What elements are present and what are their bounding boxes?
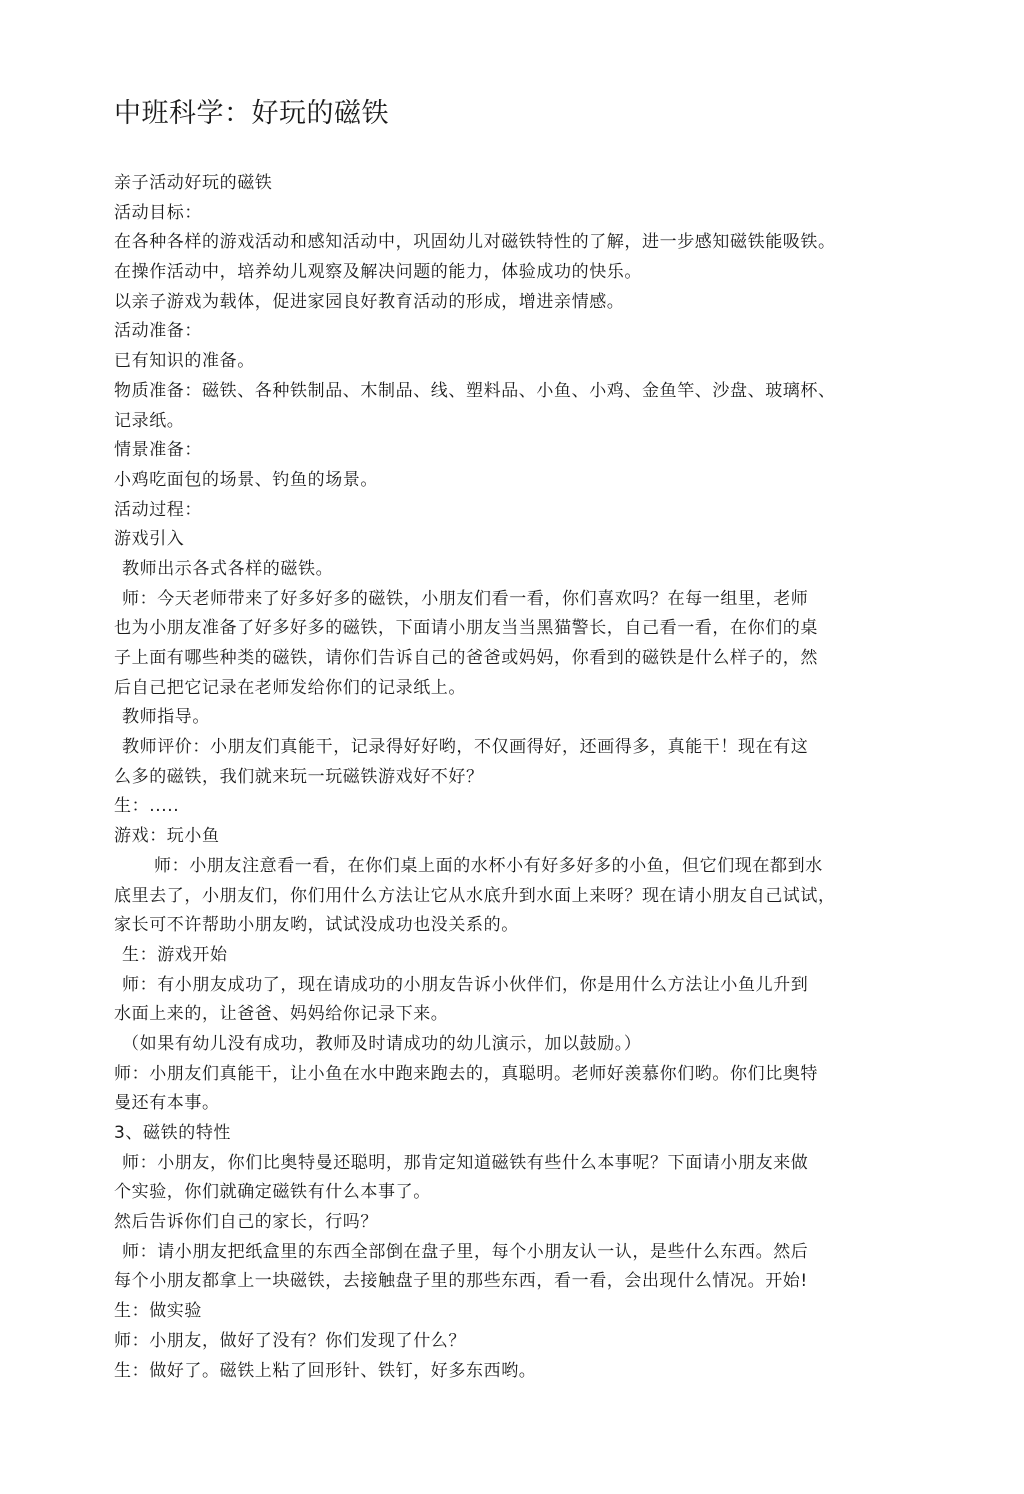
text-line: （如果有幼儿没有成功，教师及时请成功的幼儿演示，加以鼓励。） (122, 1033, 642, 1054)
text-line: 教师出示各式各样的磁铁。 (122, 558, 334, 579)
text-line: 后自己把它记录在老师发给你们的记录纸上。 (114, 677, 466, 698)
text-line: 在操作活动中，培养幼儿观察及解决问题的能力，体验成功的快乐。 (114, 262, 642, 283)
text-line: 底里去了，小朋友们，你们用什么方法让它从水底升到水面上来呀？现在请小朋友自己试试， (114, 885, 836, 906)
text-line: 活动目标： (114, 202, 202, 223)
text-line: 师：小朋友注意看一看，在你们桌上面的水杯小有好多好多的小鱼，但它们现在都到水 (154, 855, 823, 876)
text-line: 小鸡吃面包的场景、钓鱼的场景。 (114, 469, 378, 490)
text-line: 师：今天老师带来了好多好多的磁铁，小朋友们看一看，你们喜欢吗？在每一组里，老师 (122, 588, 809, 609)
text-line: 生：游戏开始 (122, 944, 228, 965)
text-line: 然后告诉你们自己的家长，行吗？ (114, 1212, 378, 1233)
text-line: 家长可不许帮助小朋友哟，试试没成功也没关系的。 (114, 915, 519, 936)
text-line: 教师评价：小朋友们真能干，记录得好好哟，不仅画得好，还画得多，真能干！现在有这 (122, 737, 809, 758)
text-line: 情景准备： (114, 440, 202, 461)
text-line: 子上面有哪些种类的磁铁，请你们告诉自己的爸爸或妈妈，你看到的磁铁是什么样子的，然 (114, 648, 818, 668)
text-line: 以亲子游戏为载体，促进家园良好教育活动的形成，增进亲情感。 (114, 291, 625, 312)
text-line: 生：做实验 (114, 1301, 202, 1322)
text-line: 每个小朋友都拿上一块磁铁，去接触盘子里的那些东西，看一看，会出现什么情况。开始! (114, 1271, 808, 1292)
text-line: 游戏引入 (114, 529, 185, 550)
text-line: 记录纸。 (114, 410, 185, 431)
document-title: 中班科学：好玩的磁铁 (114, 98, 389, 129)
text-line: 生：..... (114, 796, 180, 817)
text-line: 曼还有本事。 (114, 1093, 220, 1114)
document-body (114, 169, 914, 1386)
text-line: 亲子活动好玩的磁铁 (114, 173, 273, 193)
text-line: 也为小朋友准备了好多好多的磁铁，下面请小朋友当当黑猫警长，自己看一看，在你们的桌 (114, 618, 818, 639)
text-line: 在各种各样的游戏活动和感知活动中，巩固幼儿对磁铁特性的了解，进一步感知磁铁能吸铁。 (114, 232, 836, 253)
text-line: 水面上来的，让爸爸、妈妈给你记录下来。 (114, 1004, 449, 1025)
text-line: 生：做好了。磁铁上粘了回形针、铁钉，好多东西哟。 (114, 1360, 537, 1381)
text-line: 师：请小朋友把纸盒里的东西全部倒在盘子里，每个小朋友认一认，是些什么东西。然后 (122, 1241, 809, 1262)
text-line: 师：小朋友，做好了没有？你们发现了什么？ (114, 1330, 466, 1351)
text-line: 么多的磁铁，我们就来玩一玩磁铁游戏好不好？ (114, 766, 484, 787)
text-line: 游戏：玩小鱼 (114, 826, 220, 847)
text-line: 活动准备： (114, 321, 202, 342)
text-line: 物质准备：磁铁、各种铁制品、木制品、线、塑料品、小鱼、小鸡、金鱼竿、沙盘、玻璃杯、 (114, 380, 836, 401)
text-line: 师：有小朋友成功了，现在请成功的小朋友告诉小伙伴们，你是用什么方法让小鱼儿升到 (122, 974, 809, 995)
text-line: 师：小朋友们真能干，让小鱼在水中跑来跑去的，真聪明。老师好羡慕你们哟。你们比奥特 (114, 1063, 818, 1084)
text-line: 活动过程： (114, 499, 202, 520)
text-line: 个实验，你们就确定磁铁有什么本事了。 (114, 1182, 431, 1203)
text-line: 教师指导。 (122, 707, 210, 728)
text-line: 师：小朋友，你们比奥特曼还聪明，那肯定知道磁铁有些什么本事呢？下面请小朋友来做 (122, 1152, 809, 1173)
text-line: 3、磁铁的特性 (114, 1123, 232, 1143)
text-line: 已有知识的准备。 (114, 351, 255, 372)
